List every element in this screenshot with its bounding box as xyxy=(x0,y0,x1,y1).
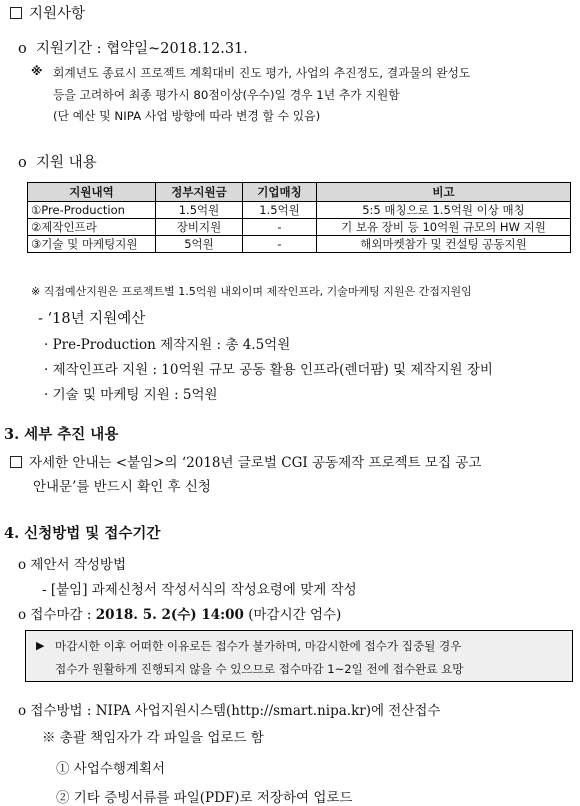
budget-title: - ‘18년 지원예산 xyxy=(38,311,146,327)
section3-line1: 자세한 안내는 <붙임>의 ‘2018년 글로벌 CGI 공동제작 프로젝트 모집 공고 xyxy=(10,451,481,471)
note-mark: ※ xyxy=(31,64,43,78)
budget-item: · Pre-Production 제작지원 : 총 4.5억원 xyxy=(44,337,291,353)
table-cell: ①Pre-Production xyxy=(28,202,156,219)
upload-note: ※ 총괄 책임자가 각 파일을 업로드 함 xyxy=(42,730,264,746)
table-row xyxy=(28,202,571,219)
table-cell: 기 보유 장비 등 10억원 규모의 HW 지원 xyxy=(317,219,571,236)
notice-line1: 마감시한 이후 어떠한 이유로든 접수가 불가하며, 마감시한에 접수가 집중될 경우 xyxy=(55,639,462,653)
square-bullet-icon xyxy=(10,7,22,19)
file-item: ② 기타 증빙서류를 파일(PDF)로 저장하여 업로드 xyxy=(56,790,353,806)
table-cell: ③기술 및 마케팅지원 xyxy=(28,236,156,253)
support-table xyxy=(27,182,571,253)
evaluation-note-line2: 등을 고려하여 최종 평가시 80점이상(우수)일 경우 1년 추가 지원함 xyxy=(53,88,400,102)
triangle-right-icon: ▶ xyxy=(36,639,45,652)
square-bullet-icon xyxy=(10,456,22,468)
table-cell: - xyxy=(243,236,317,253)
direct-support-note: ※ 직접예산지원은 프로젝트별 1.5억원 내외이며 제작인프라, 기술마케팅 지원은 간접지원임 xyxy=(31,285,472,298)
section-heading-support: 지원사항 xyxy=(10,2,85,23)
proposal-method: o 제안서 작성방법 xyxy=(18,557,126,573)
support-period: o 지원기간 : 협약일~2018.12.31. xyxy=(18,41,248,57)
table-header-cell: 기업매칭 xyxy=(243,183,317,202)
table-row xyxy=(28,236,571,253)
submission-method: o 접수방법 : NIPA 사업지원시스템(http://smart.nipa.kr)에 전산접수 xyxy=(18,703,441,719)
proposal-method-detail: - [붙임] 과제신청서 작성서식의 작성요령에 맞게 작성 xyxy=(42,582,357,598)
budget-item: · 제작인프라 지원 : 10억원 규모 공동 활용 인프라(렌더팜) 및 제작지원 장비 xyxy=(44,362,493,378)
support-content: o 지원 내용 xyxy=(18,155,97,171)
section-heading-3: 3. 세부 추진 내용 xyxy=(4,426,119,443)
table-cell: - xyxy=(243,219,317,236)
deadline-notice-box xyxy=(25,630,573,682)
deadline: o 접수마감 : 2018. 5. 2(수) 14:00 (마감시간 엄수) xyxy=(18,607,342,623)
table-header-cell: 지원내역 xyxy=(28,183,156,202)
budget-item: · 기술 및 마케팅 지원 : 5억원 xyxy=(44,387,218,403)
table-cell: 5:5 매칭으로 1.5억원 이상 매칭 xyxy=(317,202,571,219)
table-cell: 5억원 xyxy=(156,236,243,253)
table-cell: 1.5억원 xyxy=(243,202,317,219)
table-cell: 해외마켓참가 및 컨설팅 공동지원 xyxy=(317,236,571,253)
table-header-row xyxy=(28,183,571,202)
table-header-cell: 정부지원금 xyxy=(156,183,243,202)
section-heading-4: 4. 신청방법 및 접수기간 xyxy=(4,525,161,542)
table-cell: 장비지원 xyxy=(156,219,243,236)
evaluation-note-line3: (단 예산 및 NIPA 사업 방향에 따라 변경 할 수 있음) xyxy=(53,109,321,123)
deadline-date: 2018. 5. 2(수) 14:00 xyxy=(95,607,244,623)
table-cell: 1.5억원 xyxy=(156,202,243,219)
table-cell: ②제작인프라 xyxy=(28,219,156,236)
section3-line2: 안내문’를 반드시 확인 후 신청 xyxy=(33,479,211,495)
table-row xyxy=(28,219,571,236)
file-item: ① 사업수행계획서 xyxy=(56,761,166,777)
notice-line2: 접수가 원활하게 진행되지 않을 수 있으므로 접수마감 1~2일 전에 접수완료 요망 xyxy=(55,662,464,676)
table-header-cell: 비고 xyxy=(317,183,571,202)
evaluation-note-line1: 회계년도 종료시 프로젝트 계획대비 진도 평가, 사업의 추진정도, 결과물의 완성도 xyxy=(53,66,471,80)
